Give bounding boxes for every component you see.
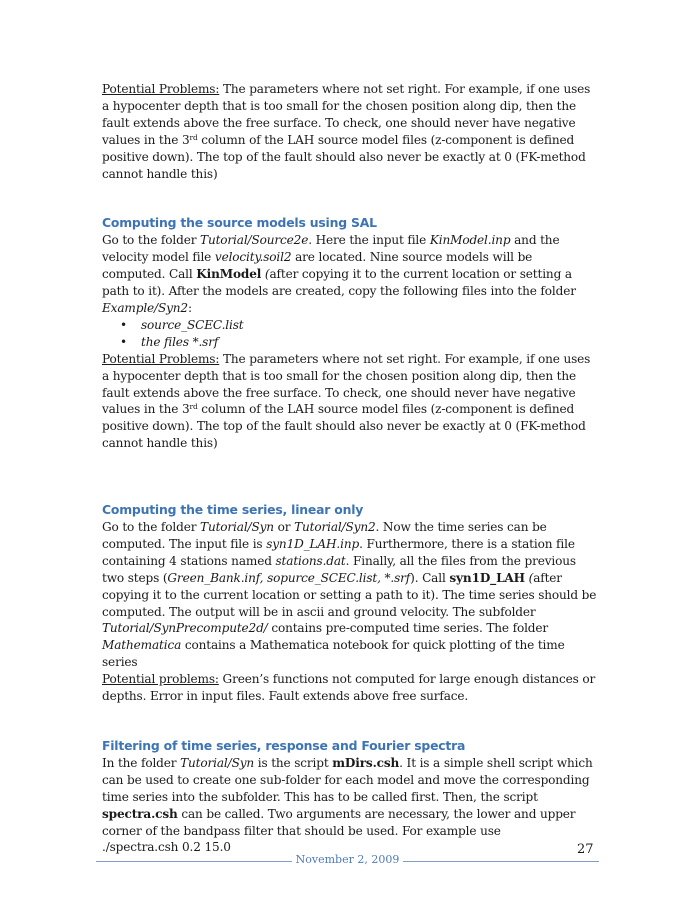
command-name: spectra.csh bbox=[102, 806, 178, 821]
potential-problems-label: Potential Problems: bbox=[102, 82, 220, 96]
folder-name: Example/Syn2 bbox=[102, 300, 188, 315]
superscript: rd bbox=[189, 132, 198, 142]
text: . Here the input file bbox=[308, 233, 430, 248]
folder-name: Tutorial/Syn bbox=[200, 520, 274, 535]
filtering-paragraph bbox=[102, 755, 597, 856]
folder-name: Mathematica bbox=[102, 638, 182, 653]
text: . Furthermore, there is a station file containing 4 stations named bbox=[102, 536, 575, 568]
section-heading-filtering: Filtering of time series, response and Fourier spectra bbox=[102, 738, 466, 753]
text: Go to the folder bbox=[102, 520, 201, 535]
section-heading-source-models: Computing the source models using SAL bbox=[102, 215, 377, 231]
bullet-icon: • bbox=[120, 317, 127, 332]
file-name: KinModel.inp bbox=[429, 233, 511, 248]
source-models-paragraph bbox=[102, 232, 597, 317]
text: Green’s functions not computed for large enough distances or depths. Error in input files. Fault extends above free surface. bbox=[102, 672, 596, 704]
text: after copying it to the current location or setting a path to it). The time series should be computed. The output will be in ascii and ground velocity. The subfolder bbox=[102, 570, 597, 619]
folder-name: Tutorial/SynPrecompute2d/ bbox=[102, 621, 268, 636]
potential-problems-paragraph bbox=[102, 81, 597, 182]
text: or bbox=[273, 520, 295, 535]
footer-date: November 2, 2009 bbox=[295, 853, 400, 866]
text: can be called. Two arguments are necessary, the lower and upper corner of the bandpass filter that should be used. For example use bbox=[102, 806, 576, 838]
text: are located. Nine source models will be computed. Call bbox=[102, 250, 533, 282]
list-item bbox=[102, 317, 597, 334]
page-body bbox=[102, 81, 597, 856]
file-name: Green_Bank.inf, sopurce_SCEC.list, *.srf bbox=[167, 570, 411, 585]
text: contains pre-computed time series. The folder bbox=[267, 621, 549, 636]
text: The parameters where not set right. For example, if one uses a hypocenter depth that is too small for the chosen position along dip, then the fault extends above the free surface. To check, one should never have negative values in the 3 bbox=[102, 82, 591, 147]
text: . Now the time series can be computed. The input file is bbox=[102, 520, 547, 551]
list-item-text: the files *.srf bbox=[141, 334, 219, 349]
footer-rule-right bbox=[403, 861, 599, 862]
section-heading-time-series: Computing the time series, linear only bbox=[102, 502, 364, 518]
text: column of the LAH source model files (z-component is defined positive down). The top of the fault should also never be exactly at 0 (FK-method cannot handle this) bbox=[102, 132, 586, 181]
text: . Finally, all the files from the previous two steps ( bbox=[102, 553, 576, 585]
text: Go to the folder bbox=[102, 233, 201, 248]
text: ( bbox=[261, 267, 270, 282]
file-name: syn1D_LAH.inp bbox=[266, 536, 360, 551]
command-name: mDirs.csh bbox=[332, 755, 400, 770]
potential-problems-label: Potential Problems: bbox=[102, 351, 220, 366]
list-item bbox=[102, 334, 597, 351]
text: In the folder bbox=[102, 755, 181, 770]
text: after copying it to the current location or setting a path to it). After the models are created, copy the following files into the folder bbox=[102, 267, 576, 299]
text: ). Call bbox=[410, 570, 450, 585]
file-name: stations.dat bbox=[275, 553, 346, 568]
potential-problems-paragraph bbox=[102, 351, 597, 452]
text: ( bbox=[524, 570, 534, 585]
command-name: syn1D_LAH bbox=[449, 570, 525, 585]
time-series-paragraph bbox=[102, 519, 597, 705]
superscript: rd bbox=[189, 402, 198, 412]
file-name: velocity.soil2 bbox=[214, 250, 292, 265]
folder-name: Tutorial/Syn2 bbox=[294, 520, 376, 535]
text: column of the LAH source model files (z-component is defined positive down). The top of the fault should also never be exactly at 0 (FK-method cannot handle this) bbox=[102, 402, 586, 451]
folder-name: Tutorial/Source2e bbox=[200, 233, 309, 248]
page-number: 27 bbox=[577, 842, 594, 857]
bullet-icon: • bbox=[120, 334, 127, 349]
text: : bbox=[187, 300, 192, 315]
folder-name: Tutorial/Syn bbox=[180, 755, 255, 770]
list-item-text: source_SCEC.list bbox=[141, 317, 244, 332]
file-list bbox=[102, 317, 597, 351]
text: is the script bbox=[254, 755, 333, 770]
command-name: KinModel bbox=[196, 267, 262, 282]
potential-problems-label: Potential problems: bbox=[102, 672, 219, 687]
text: contains a Mathematica notebook for quick plotting of the time series bbox=[102, 638, 565, 670]
text: The parameters where not set right. For example, if one uses a hypocenter depth that is too small for the chosen position along dip, then the fault extends above the free surface. To check, one should never have negative values in the 3 bbox=[102, 351, 591, 417]
command-example: ./spectra.csh 0.2 15.0 bbox=[102, 840, 231, 855]
text: . It is a simple shell script which can be used to create one sub-folder for each model and move the corresponding time series into the subfolder. This has to be called first. Then, the script bbox=[102, 755, 593, 804]
text: and the velocity model file bbox=[102, 233, 560, 265]
